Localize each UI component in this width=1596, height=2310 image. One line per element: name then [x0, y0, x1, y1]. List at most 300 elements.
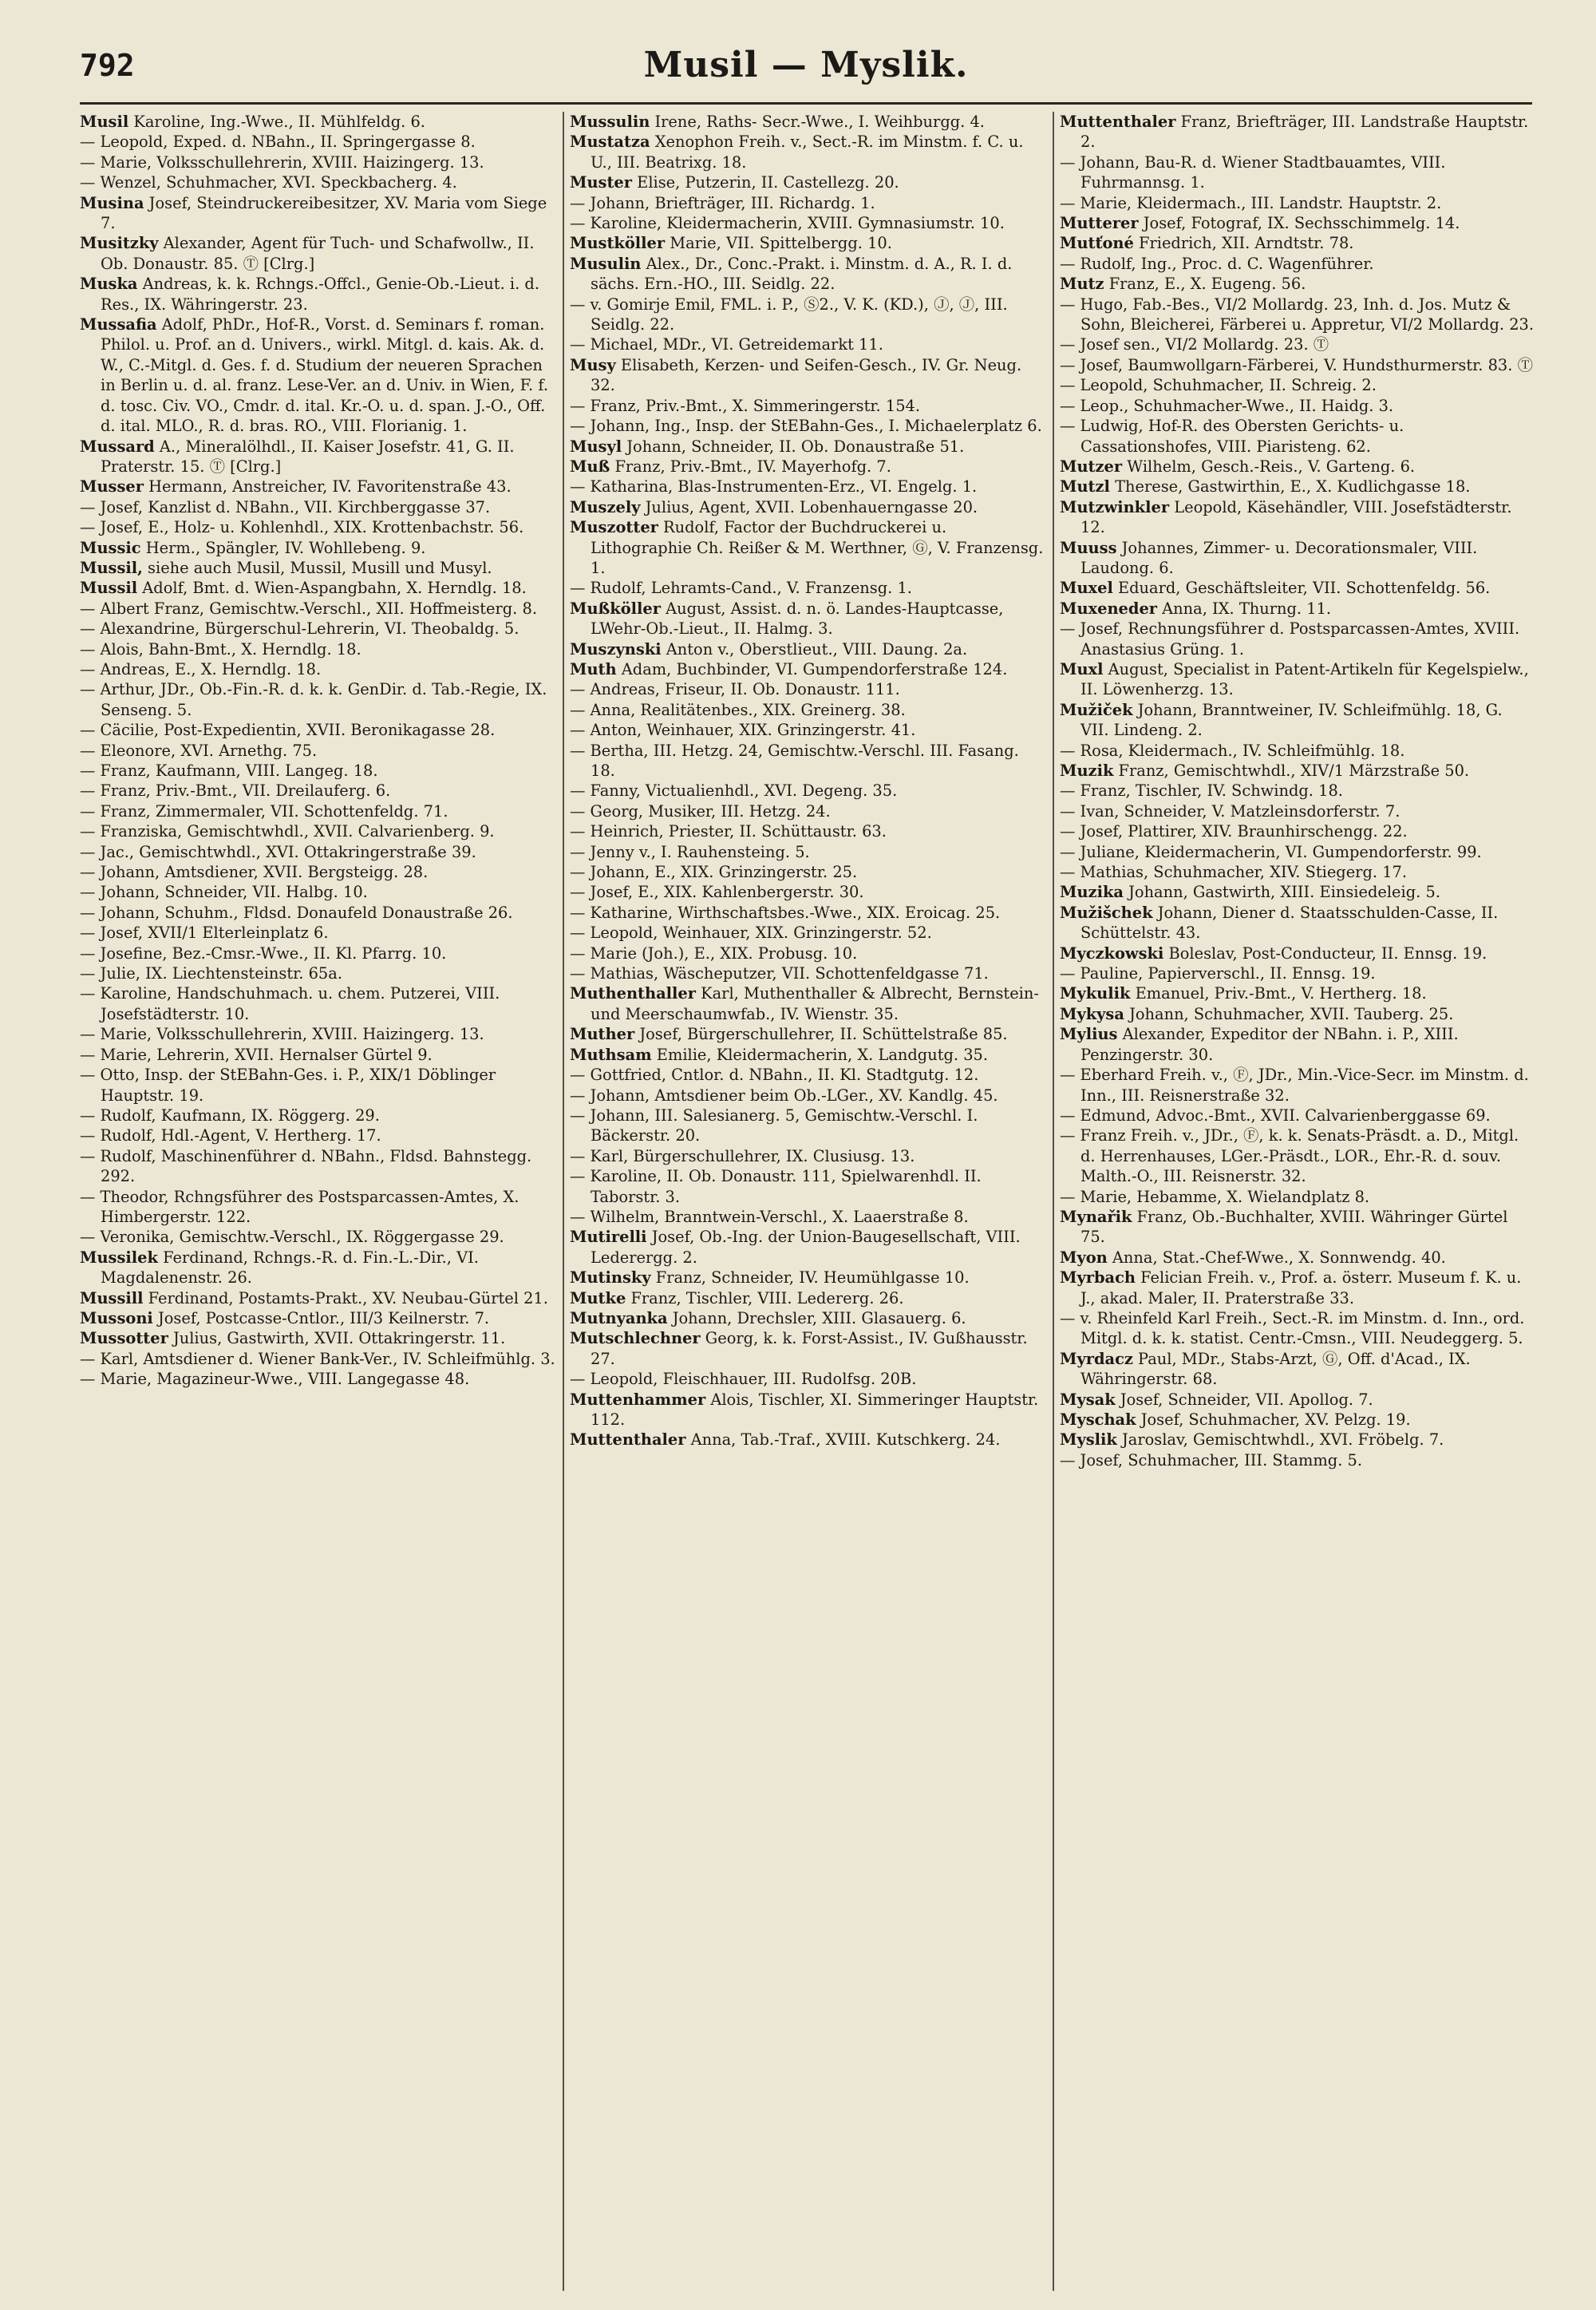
entry-details: Marie, VII. Spittelbergg. 10. — [665, 234, 892, 253]
entry-details: Josef, Fotograf, IX. Sechsschimmelg. 14. — [1138, 214, 1460, 233]
directory-entry — [570, 578, 1045, 598]
directory-entry — [1060, 1450, 1535, 1470]
column-divider — [563, 112, 564, 2291]
directory-entry — [570, 1288, 1045, 1308]
entry-surname: Muszotter — [570, 518, 658, 537]
entry-details: — Johann, Briefträger, III. Richardg. 1. — [570, 193, 875, 212]
directory-entry — [1060, 457, 1535, 477]
directory-entry — [80, 578, 555, 598]
entry-details: Josef, Bürgerschullehrer, II. Schüttelstraße 85. — [634, 1025, 1008, 1044]
entry-details: — Ivan, Schneider, V. Matzleinsdorferstr. 7. — [1060, 801, 1400, 821]
directory-entry — [570, 193, 1045, 213]
entry-details: — Marie, Magazineur-Wwe., VIII. Langegasse 48. — [80, 1370, 470, 1389]
entry-details: — Johann, Ing., Insp. der StEBahn-Ges., I. Michaelerplatz 6. — [570, 417, 1042, 436]
entry-details: Andreas, k. k. Rchngs.-Offcl., Genie-Ob.-Lieut. i. d. Res., IX. Währingerstr. 23. — [101, 275, 540, 314]
directory-entry — [80, 679, 555, 720]
directory-entry — [80, 193, 555, 234]
directory-entry — [570, 1207, 1045, 1227]
entry-details: Franz, Gemischtwhdl., XIV/1 Märzstraße 50. — [1113, 761, 1470, 780]
directory-entry — [570, 477, 1045, 496]
directory-entry — [80, 112, 555, 132]
directory-entry — [570, 1106, 1045, 1146]
directory-entry — [570, 781, 1045, 801]
directory-entry — [570, 862, 1045, 882]
column-divider — [1053, 112, 1054, 2291]
directory-entry — [80, 1045, 555, 1065]
entry-details: Alois, Tischler, XI. Simmeringer Hauptstr. 112. — [591, 1390, 1039, 1429]
entry-details: — Marie, Volksschullehrerin, XVIII. Haizingerg. 13. — [80, 1025, 484, 1044]
entry-details: — Jenny v., I. Rauhensteing. 5. — [570, 842, 810, 861]
directory-entry — [80, 1349, 555, 1369]
entry-details: — Leop., Schuhmacher-Wwe., II. Haidg. 3. — [1060, 396, 1394, 415]
directory-entry — [1060, 375, 1535, 395]
directory-entry — [80, 1288, 555, 1308]
entry-details: — Rudolf, Ing., Proc. d. C. Wagenführer. — [1060, 254, 1374, 273]
directory-entry — [80, 538, 555, 558]
entry-details: — Karl, Bürgerschullehrer, IX. Clusiusg. 13. — [570, 1146, 915, 1165]
directory-entry — [80, 1369, 555, 1389]
entry-details: — Josef sen., VI/2 Mollardg. 23. Ⓣ — [1060, 335, 1329, 354]
entry-details: — Franz, Kaufmann, VIII. Langeg. 18. — [80, 761, 378, 780]
directory-entry — [570, 983, 1045, 1024]
directory-entry — [80, 558, 555, 578]
directory-entry — [80, 1125, 555, 1145]
entry-details: — Josef, Kanzlist d. NBahn., VII. Kirchberggasse 37. — [80, 497, 491, 516]
directory-entry — [570, 457, 1045, 477]
entry-surname: Mylius — [1060, 1025, 1118, 1044]
directory-entry — [570, 1430, 1045, 1450]
entry-details: Xenophon Freih. v., Sect.-R. im Minstm. f. C. u. U., III. Beatrixg. 18. — [591, 133, 1024, 172]
entry-details: — Andreas, E., X. Herndlg. 18. — [80, 659, 322, 678]
entry-details: — Marie, Lehrerin, XVII. Hernalser Gürtel 9. — [80, 1045, 433, 1064]
entry-details: Johannes, Zimmer- u. Decorationsmaler, VIII. Laudong. 6. — [1080, 538, 1478, 577]
directory-entry — [80, 1024, 555, 1044]
entry-surname: Muttenthaler — [570, 1430, 686, 1450]
entry-details: — Josef, E., XIX. Kahlenbergerstr. 30. — [570, 883, 864, 902]
directory-entry — [1060, 477, 1535, 496]
directory-entry — [1060, 1125, 1535, 1186]
directory-entry — [570, 659, 1045, 679]
entry-surname: Mustatza — [570, 133, 650, 152]
directory-entry — [1060, 396, 1535, 416]
directory-entry — [1060, 842, 1535, 862]
entry-surname: Myrdacz — [1060, 1349, 1133, 1368]
directory-entry — [1060, 193, 1535, 213]
directory-entry — [1060, 741, 1535, 761]
directory-entry — [570, 396, 1045, 416]
entry-surname: Mussoni — [80, 1308, 153, 1327]
entry-details: — Johann, Amtsdiener, XVII. Bergsteigg. 28. — [80, 863, 429, 882]
entry-details: Franz, Tischler, VIII. Ledererg. 26. — [626, 1288, 904, 1307]
entry-details: — Josef, Schuhmacher, III. Stammg. 5. — [1060, 1450, 1363, 1469]
directory-entry — [1060, 1207, 1535, 1248]
directory-entry — [80, 233, 555, 274]
entry-surname: Muska — [80, 275, 138, 294]
entry-surname: Muther — [570, 1025, 635, 1044]
directory-entry — [570, 599, 1045, 639]
entry-details: Anna, IX. Thurng. 11. — [1157, 599, 1332, 618]
directory-entry — [570, 517, 1045, 578]
directory-entry — [570, 679, 1045, 699]
entry-details: Herm., Spängler, IV. Wohllebeng. 9. — [140, 538, 426, 557]
column-3 — [1060, 112, 1535, 2291]
directory-entry — [80, 599, 555, 619]
directory-entry — [80, 1187, 555, 1228]
entry-details: — Franz, Tischler, IV. Schwindg. 18. — [1060, 781, 1343, 801]
entry-details: Ferdinand, Postamts-Prakt., XV. Neubau-Gürtel 21. — [143, 1288, 548, 1307]
entry-details: August, Assist. d. n. ö. Landes-Hauptcasse, LWehr-Ob.-Lieut., II. Halmg. 3. — [591, 599, 1004, 639]
entry-details: — Anna, Realitätenbes., XIX. Greinerg. 38. — [570, 700, 906, 719]
directory-entry — [80, 314, 555, 436]
entry-details: — Karoline, Handschuhmach. u. chem. Putzerei, VIII. Josefstädterstr. 10. — [80, 984, 500, 1023]
entry-details: Johann, Schuhmacher, XVII. Tauberg. 25. — [1124, 1004, 1454, 1023]
directory-entry — [80, 821, 555, 841]
directory-entry — [80, 1328, 555, 1348]
entry-details: Josef, Ob.-Ing. der Union-Baugesellschaft, VIII. Lederergg. 2. — [591, 1228, 1021, 1267]
entry-details: — Arthur, JDr., Ob.-Fin.-R. d. k. k. GenDir. d. Tab.-Regie, IX. Senseng. 5. — [80, 680, 547, 719]
entry-details: — Johann, Schuhm., Fldsd. Donaufeld Donaustraße 26. — [80, 903, 513, 922]
directory-entry — [570, 639, 1045, 659]
entry-details: Julius, Gastwirth, XVII. Ottakringerstr. 11. — [168, 1329, 506, 1348]
entry-surname: Muxel — [1060, 579, 1113, 598]
directory-entry — [1060, 1187, 1535, 1207]
entry-surname: Mustköller — [570, 234, 666, 253]
entry-details: — Rosa, Kleidermach., IV. Schleifmühlg. 18. — [1060, 741, 1405, 760]
entry-surname: Mysak — [1060, 1390, 1116, 1409]
entry-surname: Mužiček — [1060, 700, 1133, 719]
directory-entry — [570, 741, 1045, 781]
entry-details: — v. Rheinfeld Karl Freih., Sect.-R. im Minstm. d. Inn., ord. Mitgl. d. k. k. statist. Centr.-Cmsn., VIII. Neudeggerg. 5. — [1060, 1308, 1525, 1348]
entry-surname: Muxeneder — [1060, 599, 1158, 618]
directory-entry — [570, 882, 1045, 902]
directory-entry — [80, 720, 555, 740]
directory-entry — [80, 497, 555, 517]
entry-details: Anton v., Oberstlieut., VIII. Daung. 2a. — [661, 639, 968, 659]
entry-surname: Muttenhammer — [570, 1390, 706, 1409]
entry-surname: Mussil, — [80, 558, 143, 577]
entry-details: Johann, Drechsler, XIII. Glasauerg. 6. — [667, 1308, 966, 1327]
directory-entry — [1060, 903, 1535, 943]
directory-entry — [80, 477, 555, 496]
entry-details: — Josef, E., Holz- u. Kohlenhdl., XIX. Krottenbachstr. 56. — [80, 518, 524, 537]
directory-entry — [80, 781, 555, 801]
column-1 — [80, 112, 555, 2291]
directory-entry — [570, 1227, 1045, 1268]
entry-details: Franz, Ob.-Buchhalter, XVIII. Währinger Gürtel 75. — [1080, 1207, 1508, 1247]
entry-surname: Musyl — [570, 437, 622, 456]
entry-details: Adolf, Bmt. d. Wien-Aspangbahn, X. Herndlg. 18. — [137, 579, 527, 598]
directory-entry — [570, 821, 1045, 841]
directory-entry — [1060, 659, 1535, 700]
directory-entry — [80, 639, 555, 659]
directory-entry — [80, 132, 555, 152]
directory-entry — [570, 903, 1045, 923]
page-number: 792 — [80, 48, 135, 83]
entry-surname: Mussil — [80, 579, 138, 598]
entry-details: — Josef, Plattirer, XIV. Braunhirschengg. 22. — [1060, 822, 1408, 841]
directory-entry — [570, 842, 1045, 862]
directory-entry — [570, 254, 1045, 295]
directory-entry — [570, 334, 1045, 354]
directory-entry — [1060, 152, 1535, 193]
entry-details: Anna, Tab.-Traf., XVIII. Kutschkerg. 24. — [685, 1430, 1001, 1450]
directory-entry — [1060, 1004, 1535, 1024]
entry-details: Johann, Diener d. Staatsschulden-Casse, II. Schüttelstr. 43. — [1080, 903, 1499, 943]
directory-entry — [570, 1065, 1045, 1085]
entry-details: — Franz Freih. v., JDr., Ⓕ, k. k. Senats-Präsdt. a. D., Mitgl. d. Herrenhauses, LGer.-Präsdt., LOR., Ehr.-R. d. souv. Malth.-O., III. Reisnerstr. 32. — [1060, 1126, 1519, 1186]
entry-details: — Leopold, Schuhmacher, II. Schreig. 2. — [1060, 376, 1377, 395]
entry-details: — Josef, Rechnungsführer d. Postsparcassen-Amtes, XVIII. Anastasius Grüng. 1. — [1060, 619, 1520, 659]
entry-details: Johann, Gastwirth, XIII. Einsiedeleig. 5. — [1123, 883, 1440, 902]
directory-entry — [1060, 254, 1535, 274]
entry-details: Johann, Schneider, II. Ob. Donaustraße 51. — [622, 437, 965, 456]
directory-entry — [1060, 781, 1535, 801]
directory-entry — [80, 619, 555, 639]
entry-details: — Rudolf, Hdl.-Agent, V. Hertherg. 17. — [80, 1126, 381, 1145]
page-header — [80, 42, 1532, 107]
directory-entry — [570, 1328, 1045, 1369]
directory-entry — [570, 355, 1045, 396]
entry-surname: Muster — [570, 173, 632, 192]
entry-details: Georg, k. k. Forst-Assist., IV. Gußhausstr. 27. — [591, 1329, 1028, 1368]
entry-details: Alexander, Expeditor der NBahn. i. P., XIII. Penzingerstr. 30. — [1080, 1025, 1459, 1064]
entry-surname: Mutzer — [1060, 457, 1123, 476]
entry-details: Adam, Buchbinder, VI. Gumpendorferstraße 124. — [616, 659, 1008, 678]
entry-details: — v. Gomirje Emil, FML. i. P., Ⓢ2., V. K. (KD.), Ⓙ, Ⓙ, III. Seidlg. 22. — [570, 295, 1008, 334]
entry-surname: Muzik — [1060, 761, 1114, 780]
directory-entry — [1060, 619, 1535, 659]
directory-entry — [1060, 761, 1535, 781]
entry-surname: Myrbach — [1060, 1268, 1136, 1288]
entry-details: — Rudolf, Maschinenführer d. NBahn., Fldsd. Bahnstegg. 292. — [80, 1146, 532, 1186]
entry-details: — Veronika, Gemischtw.-Verschl., IX. Röggergasse 29. — [80, 1228, 504, 1247]
entry-details: — Anton, Weinhauer, XIX. Grinzingerstr. 41. — [570, 721, 916, 740]
directory-entry — [570, 233, 1045, 253]
entry-details: — Marie, Kleidermach., III. Landstr. Hauptstr. 2. — [1060, 193, 1442, 212]
directory-entry — [1060, 355, 1535, 375]
directory-entry — [1060, 274, 1535, 294]
directory-entry — [1060, 801, 1535, 821]
entry-details: — Leopold, Exped. d. NBahn., II. Springergasse 8. — [80, 133, 476, 152]
entry-details: Elisabeth, Kerzen- und Seifen-Gesch., IV. Gr. Neug. 32. — [591, 355, 1022, 395]
entry-details: — Wilhelm, Branntwein-Verschl., X. Laaerstraße 8. — [570, 1207, 969, 1226]
directory-entry — [570, 1024, 1045, 1044]
entry-surname: Myschak — [1060, 1410, 1136, 1429]
directory-entry — [1060, 943, 1535, 963]
directory-entry — [80, 152, 555, 172]
entry-details: — Bertha, III. Hetzg. 24, Gemischtw.-Verschl. III. Fasang. 18. — [570, 741, 1019, 780]
directory-entry — [1060, 295, 1535, 335]
entry-details: — Pauline, Papierverschl., II. Ennsg. 19. — [1060, 964, 1376, 983]
entry-details: Josef, Steindruckereibesitzer, XV. Maria vom Siege 7. — [101, 193, 547, 233]
entry-surname: Mussulin — [570, 113, 650, 131]
directory-entry — [80, 1106, 555, 1125]
entry-surname: Muth — [570, 659, 617, 678]
entry-details: — Alois, Bahn-Bmt., X. Herndlg. 18. — [80, 639, 361, 659]
entry-details: Franz, Briefträger, III. Landstraße Hauptstr. 2. — [1080, 113, 1529, 152]
entry-details: Wilhelm, Gesch.-Reis., V. Garteng. 6. — [1122, 457, 1416, 476]
entry-details: Franz, Schneider, IV. Heumühlgasse 10. — [650, 1268, 970, 1288]
entry-surname: Musy — [570, 355, 616, 374]
entry-details: — Hugo, Fab.-Bes., VI/2 Mollardg. 23, Inh. d. Jos. Mutz & Sohn, Bleicherei, Färberei u. Appretur, VI/2 Mollardg. 23. — [1060, 295, 1535, 334]
directory-entry — [570, 295, 1045, 335]
directory-entry — [570, 1045, 1045, 1065]
entry-details: Josef, Schneider, VII. Apollog. 7. — [1115, 1390, 1373, 1409]
entry-surname: Myon — [1060, 1248, 1108, 1267]
entry-details: — Johann, III. Salesianerg. 5, Gemischtw.-Verschl. I. Bäckerstr. 20. — [570, 1106, 978, 1145]
entry-details: — Josefine, Bez.-Cmsr.-Wwe., II. Kl. Pfarrg. 10. — [80, 943, 447, 963]
directory-entry — [1060, 1024, 1535, 1065]
directory-entry — [570, 1390, 1045, 1430]
entry-surname: Mußköller — [570, 599, 661, 618]
entry-details: Alex., Dr., Conc.-Prakt. i. Minstm. d. A., R. I. d. sächs. Ern.-HO., III. Seidlg. 22. — [591, 254, 1013, 294]
directory-entry — [570, 416, 1045, 436]
entry-details: — Johann, Bau-R. d. Wiener Stadtbauamtes, VIII. Fuhrmannsg. 1. — [1060, 152, 1446, 192]
entry-details: Franz, Priv.-Bmt., IV. Mayerhofg. 7. — [610, 457, 891, 476]
entry-details: — Heinrich, Priester, II. Schüttaustr. 63. — [570, 822, 887, 841]
directory-entry — [80, 983, 555, 1024]
directory-entry — [80, 943, 555, 963]
entry-details: Felician Freih. v., Prof. a. österr. Museum f. K. u. J., akad. Maler, II. Praterstraße 33. — [1080, 1268, 1522, 1307]
directory-entry — [1060, 538, 1535, 579]
directory-entry — [570, 132, 1045, 172]
entry-surname: Mutinsky — [570, 1268, 651, 1288]
entry-surname: Mussill — [80, 1288, 144, 1307]
entry-details: — Franziska, Gemischtwhdl., XVII. Calvarienberg. 9. — [80, 822, 495, 841]
entry-surname: Musina — [80, 193, 144, 212]
entry-details: Johann, Branntweiner, IV. Schleifmühlg. 18, G. VII. Lindeng. 2. — [1080, 700, 1503, 740]
entry-details: — Marie, Hebamme, X. Wielandplatz 8. — [1060, 1187, 1370, 1206]
header-rule — [80, 102, 1532, 105]
directory-entry — [570, 1308, 1045, 1328]
directory-entry — [1060, 1065, 1535, 1106]
entry-surname: Mužišchek — [1060, 903, 1153, 922]
entry-surname: Musulin — [570, 254, 642, 273]
entry-details: — Albert Franz, Gemischtw.-Verschl., XII. Hoffmeisterg. 8. — [80, 599, 537, 618]
directory-entry — [80, 801, 555, 821]
entry-details: A., Mineralölhdl., II. Kaiser Josefstr. 41, G. II. Praterstr. 15. Ⓣ [Clrg.] — [101, 437, 515, 476]
entry-details: Eduard, Geschäftsleiter, VII. Schottenfeldg. 56. — [1112, 579, 1491, 598]
entry-details: — Rudolf, Kaufmann, IX. Röggerg. 29. — [80, 1106, 380, 1125]
directory-entry — [80, 1065, 555, 1106]
directory-entry — [570, 963, 1045, 983]
directory-entry — [80, 1227, 555, 1247]
directory-entry — [80, 1248, 555, 1288]
entry-surname: Mykysa — [1060, 1004, 1124, 1023]
entry-surname: Muxl — [1060, 659, 1104, 678]
directory-entry — [1060, 862, 1535, 882]
entry-surname: Mussic — [80, 538, 141, 557]
entry-surname: Mussard — [80, 437, 155, 456]
entry-details: — Karoline, II. Ob. Donaustr. 111, Spielwarenhdl. II. Taborstr. 3. — [570, 1167, 982, 1206]
entry-surname: Myczkowski — [1060, 943, 1164, 963]
entry-surname: Mykulik — [1060, 984, 1131, 1003]
entry-details: — Wenzel, Schuhmacher, XVI. Speckbacherg. 4. — [80, 173, 457, 192]
entry-details: — Josef, XVII/1 Elterleinplatz 6. — [80, 924, 329, 943]
directory-entry — [1060, 1410, 1535, 1430]
entry-details: Anna, Stat.-Chef-Wwe., X. Sonnwendg. 40. — [1107, 1248, 1446, 1267]
directory-entry — [570, 700, 1045, 720]
entry-details: — Eleonore, XVI. Arnethg. 75. — [80, 741, 318, 760]
entry-surname: Musil — [80, 113, 129, 131]
entry-details: Karl, Muthenthaller & Albrecht, Bernstein- und Meerschaumwfab., IV. Wienstr. 35. — [591, 984, 1039, 1023]
entry-details: — Katharine, Wirthschaftsbes.-Wwe., XIX. Eroicag. 25. — [570, 903, 1001, 922]
entry-surname: Myslik — [1060, 1430, 1117, 1450]
directory-entry — [1060, 1308, 1535, 1349]
entry-details: Ferdinand, Rchngs.-R. d. Fin.-L.-Dir., VI. Magdalenenstr. 26. — [101, 1248, 479, 1288]
directory-entry — [1060, 963, 1535, 983]
entry-surname: Mutzl — [1060, 477, 1110, 496]
entry-details: Therese, Gastwirthin, E., X. Kudlichgasse 18. — [1109, 477, 1471, 496]
entry-details: — Marie (Joh.), E., XIX. Probusg. 10. — [570, 943, 858, 963]
entry-details: — Alexandrine, Bürgerschul-Lehrerin, VI. Theobaldg. 5. — [80, 619, 519, 639]
column-2 — [570, 112, 1045, 2291]
entry-surname: Muszely — [570, 497, 641, 516]
entry-details: — Edmund, Advoc.-Bmt., XVII. Calvarienberggasse 69. — [1060, 1106, 1491, 1125]
entry-details: — Leopold, Fleischhauer, III. Rudolfsg. 20B. — [570, 1370, 917, 1389]
directory-entry — [1060, 416, 1535, 457]
entry-details: Elise, Putzerin, II. Castellezg. 20. — [632, 173, 899, 192]
entry-surname: Muttenthaler — [1060, 113, 1176, 131]
directory-entry — [80, 842, 555, 862]
entry-surname: Mussafia — [80, 315, 157, 334]
directory-entry — [1060, 497, 1535, 538]
directory-entry — [570, 720, 1045, 740]
entry-details: Rudolf, Factor der Buchdruckerei u. Lithographie Ch. Reißer & M. Werthner, Ⓖ, V. Franzensg. 1. — [591, 518, 1044, 577]
directory-entry — [80, 741, 555, 761]
entry-details: Friedrich, XII. Arndtstr. 78. — [1133, 234, 1354, 253]
entry-details: — Karl, Amtsdiener d. Wiener Bank-Ver., IV. Schleifmühlg. 3. — [80, 1349, 555, 1368]
entry-details: — Katharina, Blas-Instrumenten-Erz., VI. Engelg. 1. — [570, 477, 978, 496]
entry-details: — Theodor, Rchngsführer des Postsparcassen-Amtes, X. Himbergerstr. 122. — [80, 1187, 519, 1226]
directory-entry — [80, 437, 555, 477]
entry-surname: Mutzwinkler — [1060, 497, 1170, 516]
directory-entry — [80, 862, 555, 882]
directory-entry — [570, 1166, 1045, 1207]
entry-details: Josef, Postcasse-Cntlor., III/3 Keilnerstr. 7. — [152, 1308, 490, 1327]
directory-entry — [570, 801, 1045, 821]
directory-entry — [80, 659, 555, 679]
entry-surname: Mutnyanka — [570, 1308, 668, 1327]
entry-surname: Mutschlechner — [570, 1329, 701, 1348]
entry-details: — Marie, Volksschullehrerin, XVIII. Haizingerg. 13. — [80, 152, 484, 172]
entry-surname: Mussotter — [80, 1329, 168, 1348]
entry-surname: Mutťoné — [1060, 234, 1134, 253]
directory-entry — [1060, 700, 1535, 741]
entry-surname: Muuss — [1060, 538, 1117, 557]
entry-surname: Musitzky — [80, 234, 159, 253]
entry-details: August, Specialist in Patent-Artikeln für Kegelspielw., II. Löwenherzg. 13. — [1080, 659, 1529, 699]
directory-entry — [80, 1146, 555, 1187]
entry-details: Emilie, Kleidermacherin, X. Landgutg. 35. — [651, 1045, 989, 1064]
entry-surname: Muß — [570, 457, 610, 476]
entry-details: — Johann, E., XIX. Grinzingerstr. 25. — [570, 863, 858, 882]
directory-entry — [570, 1086, 1045, 1106]
entry-details: — Gottfried, Cntlor. d. NBahn., II. Kl. Stadtgutg. 12. — [570, 1066, 979, 1085]
entry-details: — Andreas, Friseur, II. Ob. Donaustr. 111. — [570, 680, 900, 699]
entry-surname: Mutke — [570, 1288, 626, 1307]
directory-entry — [1060, 1349, 1535, 1390]
directory-entry — [1060, 213, 1535, 233]
running-title: Musil — Myslik. — [643, 45, 969, 85]
directory-entry — [1060, 112, 1535, 152]
directory-entry — [1060, 821, 1535, 841]
entry-details: — Fanny, Victualienhdl., XVI. Degeng. 35. — [570, 781, 898, 801]
entry-details: siehe auch Musil, Mussil, Musill und Musyl. — [142, 558, 492, 577]
directory-entry — [1060, 1430, 1535, 1450]
entry-surname: Muszynski — [570, 639, 662, 659]
directory-entry — [80, 903, 555, 923]
